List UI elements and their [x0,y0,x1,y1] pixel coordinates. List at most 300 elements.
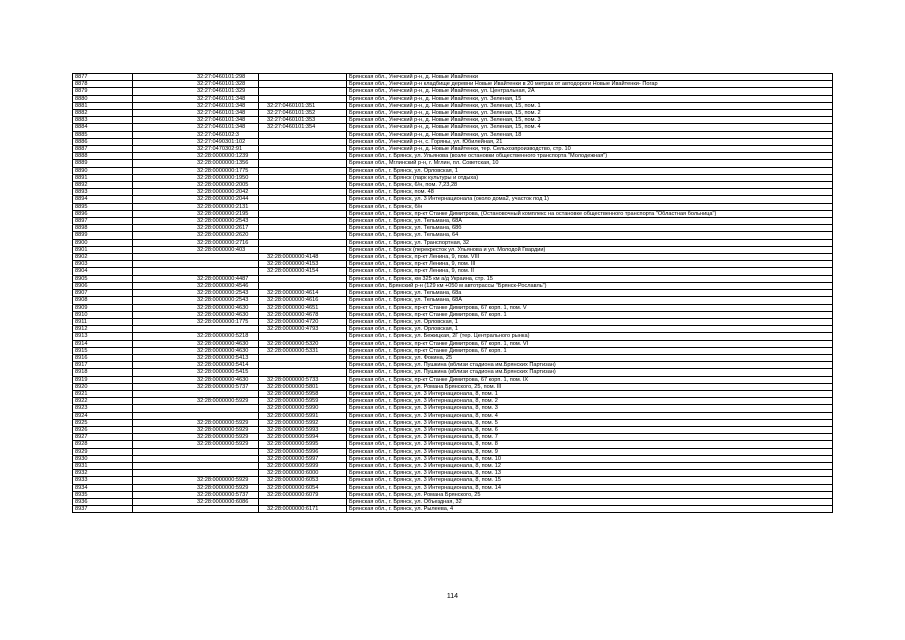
table-row [73,390,833,397]
sub-cadastral-number-cell: 32:28:0000000:5997 [259,455,347,462]
cadastral-number-cell: 32:27:0460101:348 [133,95,259,102]
sub-cadastral-number-cell: 32:28:0000000:4720 [259,318,347,325]
sub-cadastral-number-cell [259,218,347,225]
sub-cadastral-number-cell [259,182,347,189]
address-cell: Брянская обл., Унечский р-н, д. Новые Ивайтенки, ул. Зеленая, 15, пом. 2 [347,110,833,117]
table-row [73,326,833,333]
cadastral-number-cell: 32:28:0000000:5413 [133,354,259,361]
sub-cadastral-number-cell [259,174,347,181]
row-number-cell: 8899 [73,232,133,239]
sub-cadastral-number-cell [259,369,347,376]
row-number-cell: 8921 [73,390,133,397]
sub-cadastral-number-cell: 32:28:0000000:5991 [259,412,347,419]
row-number-cell: 8896 [73,210,133,217]
row-number-cell: 8936 [73,498,133,505]
row-number-cell: 8907 [73,290,133,297]
address-cell: Брянская обл., г. Брянск, ул. 3 Интернационала, 8, пом. 2 [347,398,833,405]
sub-cadastral-number-cell [259,196,347,203]
table-body [73,74,833,513]
cadastral-number-cell [133,326,259,333]
sub-cadastral-number-cell: 32:28:0000000:5995 [259,441,347,448]
row-number-cell: 8892 [73,182,133,189]
cadastral-number-cell: 32:27:0460101:348 [133,110,259,117]
sub-cadastral-number-cell: 32:28:0000000:4616 [259,297,347,304]
cadastral-number-cell: 32:28:0000000:1775 [133,167,259,174]
cadastral-number-cell: 32:28:0000000:4487 [133,275,259,282]
table-row [73,275,833,282]
table-row [73,398,833,405]
sub-cadastral-number-cell [259,74,347,81]
address-cell: Брянская обл., г. Брянск, пр-кт Станке Димитрова, 67 корп. 1, пом. IX [347,376,833,383]
sub-cadastral-number-cell: 32:28:0000000:5733 [259,376,347,383]
row-number-cell: 8917 [73,362,133,369]
address-cell: Брянская обл., г. Брянск, ул. Орловская, 1 [347,167,833,174]
table-row [73,369,833,376]
address-cell: Брянская обл., г. Брянск, ул. Орловская, 1 [347,318,833,325]
cadastral-number-cell [133,412,259,419]
sub-cadastral-number-cell [259,131,347,138]
cadastral-number-cell [133,448,259,455]
table-row [73,174,833,181]
sub-cadastral-number-cell: 32:28:0000000:5320 [259,340,347,347]
sub-cadastral-number-cell [259,167,347,174]
address-cell: Брянская обл., Брянский р-н (129 км +050 м автотрассы "Брянск-Рославль") [347,282,833,289]
address-cell: Брянская обл., г. Брянск, ул. Объездная, 32 [347,498,833,505]
row-number-cell: 8934 [73,484,133,491]
page-number: 114 [446,593,459,600]
table-row [73,110,833,117]
cadastral-number-cell [133,405,259,412]
address-cell: Брянская обл., г. Брянск, ул. Тельмана, 64 [347,232,833,239]
address-cell: Брянская обл., г. Брянск, ул. 3 Интернационала, 8, пом. 6 [347,426,833,433]
table-row [73,426,833,433]
address-cell: Брянская обл., г. Брянск, ул. 3 Интернационала, 8, пом. 3 [347,405,833,412]
sub-cadastral-number-cell: 32:27:0460101:354 [259,124,347,131]
row-number-cell: 8923 [73,405,133,412]
sub-cadastral-number-cell [259,160,347,167]
cadastral-number-cell [133,261,259,268]
cadastral-number-cell: 32:27:0460102:3 [133,131,259,138]
cadastral-number-cell: 32:27:0460101:329 [133,88,259,95]
cadastral-number-cell: 32:28:0000000:2716 [133,239,259,246]
address-cell: Брянская обл., г. Брянск, ул. 3 Интернационала, 8, пом. 12 [347,462,833,469]
cadastral-number-cell: 32:28:0000000:4546 [133,282,259,289]
table-row [73,441,833,448]
address-cell: Брянская обл., Унечский р-н, д. Новые Ивайтенки, ул. Зеленая, 15, пом. 3 [347,117,833,124]
table-row [73,182,833,189]
cadastral-number-cell: 32:28:0000000:5737 [133,383,259,390]
address-cell: Брянская обл., г. Брянск, пр-кт Станке Димитрова, 67 корп. 1 [347,347,833,354]
cadastral-number-cell: 32:28:0000000:2617 [133,225,259,232]
table-row [73,455,833,462]
sub-cadastral-number-cell [259,354,347,361]
address-cell: Брянская обл., г. Брянск, ул. 3 Интернационала (около дома2, участок под 1) [347,196,833,203]
row-number-cell: 8933 [73,477,133,484]
table-row [73,412,833,419]
address-cell: Брянская обл., Унечский р-н, д. Новые Ивайтенки, ул. Зеленая, 15, пом. 1 [347,102,833,109]
table-row [73,383,833,390]
table-row [73,146,833,153]
row-number-cell: 8903 [73,261,133,268]
sub-cadastral-number-cell [259,95,347,102]
address-cell: Брянская обл., г. Брянск, ул. Фокина, 25 [347,354,833,361]
row-number-cell: 8919 [73,376,133,383]
address-cell: Брянская обл., г. Брянск, пр-кт Станке Димитрова, 67 корп. 1 [347,311,833,318]
row-number-cell: 8915 [73,347,133,354]
cadastral-number-cell: 32:28:0000000:2131 [133,203,259,210]
cadastral-number-cell: 32:28:0000000:5929 [133,419,259,426]
row-number-cell: 8905 [73,275,133,282]
sub-cadastral-number-cell: 32:28:0000000:4614 [259,290,347,297]
row-number-cell: 8935 [73,491,133,498]
table-row [73,95,833,102]
row-number-cell: 8908 [73,297,133,304]
address-cell: Брянская обл., Унечский р-н, д. Новые Ивайтенки, ул. Центральная, 2А [347,88,833,95]
address-cell: Брянская обл., г. Брянск, ул. 3 Интернационала, 8, пом. 9 [347,448,833,455]
cadastral-number-cell [133,455,259,462]
table-row [73,311,833,318]
table-row [73,304,833,311]
cadastral-number-cell: 32:28:0000000:5929 [133,434,259,441]
sub-cadastral-number-cell [259,189,347,196]
cadastral-number-cell: 32:28:0000000:2195 [133,210,259,217]
table-row [73,405,833,412]
row-number-cell: 8926 [73,426,133,433]
address-cell: Брянская обл., Унечский р-н, с. Горяны, ул. Юбилейная, 21 [347,138,833,145]
address-cell: Брянская обл., г. Брянск, ул. Тельмана, 68А [347,218,833,225]
sub-cadastral-number-cell [259,246,347,253]
table-row [73,506,833,513]
cadastral-number-cell: 32:28:0000000:5737 [133,491,259,498]
sub-cadastral-number-cell: 32:28:0000000:5996 [259,448,347,455]
cadastral-number-cell: 32:28:0000000:4630 [133,347,259,354]
row-number-cell: 8932 [73,470,133,477]
cadastral-number-cell: 32:28:0000000:4630 [133,340,259,347]
table-row [73,491,833,498]
address-cell: Брянская обл., г. Брянск, ул. 3 Интернационала, 8, пом. 14 [347,484,833,491]
table-row [73,117,833,124]
sub-cadastral-number-cell: 32:28:0000000:5959 [259,398,347,405]
row-number-cell: 8911 [73,318,133,325]
address-cell: Брянская обл., г. Брянск, ул. Транспортная, 32 [347,239,833,246]
row-number-cell: 8880 [73,95,133,102]
table-row [73,239,833,246]
cadastral-number-cell: 32:28:0000000:1950 [133,174,259,181]
sub-cadastral-number-cell: 32:28:0000000:4651 [259,304,347,311]
cadastral-number-cell: 32:28:0000000:4630 [133,311,259,318]
cadastral-number-cell: 32:28:0000000:1775 [133,318,259,325]
cadastral-number-cell: 32:28:0000000:5218 [133,333,259,340]
sub-cadastral-number-cell: 32:28:0000000:5992 [259,419,347,426]
address-cell: Брянская обл., г. Брянск, ул. 3 Интернационала, 8, пом. 4 [347,412,833,419]
row-number-cell: 8904 [73,268,133,275]
table-row [73,218,833,225]
row-number-cell: 8878 [73,81,133,88]
address-cell: Брянская обл., г. Брянск, ул. Ульянова (возле остановки общественного транспорта "Молодежная") [347,153,833,160]
row-number-cell: 8891 [73,174,133,181]
address-cell: Брянская обл., г. Брянск, ул. 3 Интернационала, 8, пом. 7 [347,434,833,441]
cadastral-number-cell: 32:28:0000000:4630 [133,304,259,311]
address-cell: Брянская обл., г. Брянск, ул. 3 Интернационала, 8, пом. 8 [347,441,833,448]
sub-cadastral-number-cell [259,362,347,369]
address-cell: Брянская обл., Мглинский р-н, г. Мглин, пл. Советская, 10 [347,160,833,167]
row-number-cell: 8913 [73,333,133,340]
cadastral-number-cell: 32:28:0000000:2543 [133,218,259,225]
sub-cadastral-number-cell [259,333,347,340]
table-row [73,354,833,361]
cadastral-number-cell: 32:28:0000000:5415 [133,369,259,376]
sub-cadastral-number-cell [259,81,347,88]
address-cell: Брянская обл., г. Брянск, пр-кт Станке Димитрова, 67 корп. 1, пом. V [347,304,833,311]
row-number-cell: 8897 [73,218,133,225]
sub-cadastral-number-cell: 32:27:0460101:351 [259,102,347,109]
address-cell: Брянская обл., г. Брянск, пр-кт Станке Димитрова, (Остановочный комплекс на остановке общественного транспорта "Областная больница") [347,210,833,217]
row-number-cell: 8882 [73,110,133,117]
cadastral-number-cell: 32:28:0000000:4630 [133,376,259,383]
address-cell: Брянская обл., Унечский р-н, д. Новые Ивайтенки, тер. Сельхозпроизводство, стр. 10 [347,146,833,153]
address-cell: Брянская обл., г. Брянск, ул. Тельмана, 68а [347,290,833,297]
row-number-cell: 8914 [73,340,133,347]
table-row [73,102,833,109]
cadastral-number-cell: 32:28:0000000:1356 [133,160,259,167]
table-row [73,376,833,383]
row-number-cell: 8937 [73,506,133,513]
row-number-cell: 8881 [73,102,133,109]
cadastral-number-cell: 32:28:0000000:403 [133,246,259,253]
table-row [73,362,833,369]
cadastral-number-cell: 32:28:0000000:2620 [133,232,259,239]
sub-cadastral-number-cell [259,282,347,289]
table-row [73,470,833,477]
table-row [73,88,833,95]
row-number-cell: 8898 [73,225,133,232]
address-cell: Брянская обл., г. Брянск, пр-кт Ленина, 9, пом. VIII [347,254,833,261]
table-row [73,419,833,426]
sub-cadastral-number-cell: 32:28:0000000:4678 [259,311,347,318]
table-row [73,477,833,484]
row-number-cell: 8902 [73,254,133,261]
sub-cadastral-number-cell: 32:28:0000000:6053 [259,477,347,484]
cadastral-number-cell: 32:28:0000000:2543 [133,290,259,297]
table-row [73,74,833,81]
table-row [73,203,833,210]
sub-cadastral-number-cell: 32:28:0000000:5994 [259,434,347,441]
sub-cadastral-number-cell: 32:28:0000000:4148 [259,254,347,261]
sub-cadastral-number-cell: 32:28:0000000:5958 [259,390,347,397]
property-register-table [72,73,833,513]
table-row [73,261,833,268]
sub-cadastral-number-cell: 32:28:0000000:6079 [259,491,347,498]
address-cell: Брянская обл., г. Брянск, ул. 3 Интернационала, 8, пом. 15 [347,477,833,484]
table-row [73,232,833,239]
row-number-cell: 8918 [73,369,133,376]
address-cell: Брянская обл., г. Брянск, ул. Тельмана, 68А [347,297,833,304]
address-cell: Брянская обл., г. Брянск, пом. 48 [347,189,833,196]
address-cell: Брянская обл., г. Брянск, ул. Бежицкая, 2Г (тер. Центрального рынка) [347,333,833,340]
table-row [73,484,833,491]
row-number-cell: 8886 [73,138,133,145]
address-cell: Брянская обл., г. Брянск, ул. Орловская, 1 [347,326,833,333]
row-number-cell: 8901 [73,246,133,253]
table-row [73,196,833,203]
cadastral-number-cell [133,462,259,469]
cadastral-number-cell: 32:27:0460101:348 [133,102,259,109]
address-cell: Брянская обл., г. Брянск, 6/н, пом. 7,23,28 [347,182,833,189]
cadastral-number-cell: 32:28:0000000:2042 [133,189,259,196]
sub-cadastral-number-cell: 32:27:0460101:352 [259,110,347,117]
table-row [73,282,833,289]
address-cell: Брянская обл., Унечский р-н, д. Новые Ивайтенки [347,74,833,81]
row-number-cell: 8888 [73,153,133,160]
row-number-cell: 8900 [73,239,133,246]
sub-cadastral-number-cell: 32:28:0000000:6171 [259,506,347,513]
cadastral-number-cell: 32:27:0460101:348 [133,124,259,131]
row-number-cell: 8890 [73,167,133,174]
address-cell: Брянская обл., Унечский р-н, д. Новые Ивайтенки, ул. Зеленая, 15, пом. 4 [347,124,833,131]
cadastral-number-cell [133,470,259,477]
row-number-cell: 8910 [73,311,133,318]
row-number-cell: 8877 [73,74,133,81]
row-number-cell: 8906 [73,282,133,289]
row-number-cell: 8931 [73,462,133,469]
table-row [73,124,833,131]
table-row [73,347,833,354]
table-row [73,160,833,167]
table-row [73,81,833,88]
row-number-cell: 8909 [73,304,133,311]
sub-cadastral-number-cell: 32:28:0000000:4153 [259,261,347,268]
row-number-cell: 8928 [73,441,133,448]
row-number-cell: 8879 [73,88,133,95]
sub-cadastral-number-cell [259,88,347,95]
row-number-cell: 8920 [73,383,133,390]
cadastral-number-cell: 32:28:0000000:2005 [133,182,259,189]
address-cell: Брянская обл., г. Брянск, б/н [347,203,833,210]
address-cell: Брянская обл., г. Брянск, ул. Романа Брянского, 25, пом. III [347,383,833,390]
address-cell: Брянская обл., г. Брянск, пр-кт Ленина, 9, пом. II [347,268,833,275]
row-number-cell: 8930 [73,455,133,462]
cadastral-number-cell: 32:28:0000000:5929 [133,441,259,448]
sub-cadastral-number-cell: 32:28:0000000:5331 [259,347,347,354]
cadastral-number-cell: 32:28:0000000:1239 [133,153,259,160]
table-row [73,246,833,253]
cadastral-number-cell: 32:28:0000000:5414 [133,362,259,369]
row-number-cell: 8887 [73,146,133,153]
address-cell: Брянская обл., Унечский р-н, д. Новые Ивайтенки, ул. Зеленая, 18 [347,131,833,138]
table-row [73,333,833,340]
table-row [73,167,833,174]
row-number-cell: 8885 [73,131,133,138]
sub-cadastral-number-cell: 32:28:0000000:5999 [259,462,347,469]
address-cell: Брянская обл., г. Брянск, пр-кт Ленина, 9, пом. III [347,261,833,268]
cadastral-number-cell: 32:28:0000000:2044 [133,196,259,203]
table-row [73,318,833,325]
row-number-cell: 8925 [73,419,133,426]
address-cell: Брянская обл., г. Брянск, ул. 3 Интернационала, 8, пом. 5 [347,419,833,426]
sub-cadastral-number-cell: 32:28:0000000:5993 [259,426,347,433]
cadastral-number-cell: 32:28:0000000:6086 [133,498,259,505]
cadastral-number-cell: 32:28:0000000:5929 [133,477,259,484]
row-number-cell: 8922 [73,398,133,405]
table-row [73,189,833,196]
row-number-cell: 8883 [73,117,133,124]
cadastral-number-cell [133,268,259,275]
sub-cadastral-number-cell: 32:28:0000000:5990 [259,405,347,412]
table-row [73,462,833,469]
sub-cadastral-number-cell [259,210,347,217]
row-number-cell: 8894 [73,196,133,203]
sub-cadastral-number-cell: 32:28:0000000:6054 [259,484,347,491]
table-row [73,434,833,441]
sub-cadastral-number-cell: 32:28:0000000:4154 [259,268,347,275]
cadastral-number-cell: 32:28:0000000:5929 [133,398,259,405]
sub-cadastral-number-cell [259,498,347,505]
sub-cadastral-number-cell [259,138,347,145]
table-row [73,498,833,505]
sub-cadastral-number-cell [259,153,347,160]
table-row [73,448,833,455]
address-cell: Брянская обл., г. Брянск, пр-кт Станке Димитрова, 67 корп. 1, пом. VI [347,340,833,347]
address-cell: Брянская обл., г. Брянск, ул. Тельмана, 68б [347,225,833,232]
address-cell: Брянская обл., г. Брянск, ул. 3 Интернационала, 8, пом. 10 [347,455,833,462]
cadastral-number-cell: 32:27:0460101:348 [133,117,259,124]
address-cell: Брянская обл., г. Брянск (перекресток ул. Ульянова и ул. Молодой Гвардии) [347,246,833,253]
table-row [73,297,833,304]
cadastral-number-cell [133,254,259,261]
address-cell: Брянская обл., г. Брянск, км 325 км а/д Украина, стр. 15 [347,275,833,282]
row-number-cell: 8884 [73,124,133,131]
table-row [73,138,833,145]
row-number-cell: 8929 [73,448,133,455]
address-cell: Брянская обл., г. Брянск, ул. Пушкина (вблизи стадиона им.Брянских Партизан) [347,362,833,369]
address-cell: Брянская обл., г. Брянск, ул. Романа Брянского, 25 [347,491,833,498]
cadastral-number-cell: 32:28:0000000:5929 [133,426,259,433]
table-row [73,268,833,275]
table-row [73,254,833,261]
table-row [73,290,833,297]
cadastral-number-cell: 32:27:0460101:298 [133,74,259,81]
cadastral-number-cell: 32:28:0000000:5929 [133,484,259,491]
row-number-cell: 8927 [73,434,133,441]
sub-cadastral-number-cell: 32:28:0000000:4793 [259,326,347,333]
address-cell: Брянская обл., г. Брянск, ул. Рылеева, 4 [347,506,833,513]
table-row [73,225,833,232]
sub-cadastral-number-cell: 32:28:0000000:5801 [259,383,347,390]
row-number-cell: 8916 [73,354,133,361]
address-cell: Брянская обл., г. Брянск (парк культуры и отдыха) [347,174,833,181]
cadastral-number-cell [133,506,259,513]
row-number-cell: 8889 [73,160,133,167]
row-number-cell: 8895 [73,203,133,210]
sub-cadastral-number-cell [259,275,347,282]
cadastral-number-cell: 32:28:0000000:2543 [133,297,259,304]
address-cell: Брянская обл., Унечский р-н кладбище деревни Новые Ивайтенки в 20 метрах от автодороги Новые Ивайтенки- Погар [347,81,833,88]
table-row [73,340,833,347]
address-cell: Брянская обл., Унечский р-н, д. Новые Ивайтенки, ул. Зеленая, 15 [347,95,833,102]
address-cell: Брянская обл., г. Брянск, ул. 3 Интернационала, 8, пом. 13 [347,470,833,477]
table-row [73,131,833,138]
table-row [73,153,833,160]
sub-cadastral-number-cell [259,232,347,239]
cadastral-number-cell: 32:27:0470302:91 [133,146,259,153]
row-number-cell: 8912 [73,326,133,333]
cadastral-number-cell: 32:27:0490301:102 [133,138,259,145]
address-cell: Брянская обл., г. Брянск, ул. 3 Интернационала, 8, пом. 1 [347,390,833,397]
sub-cadastral-number-cell [259,203,347,210]
address-cell: Брянская обл., г. Брянск, ул. Пушкина (вблизи стадиона им.Брянских Партизан) [347,369,833,376]
cadastral-number-cell: 32:27:0460101:328 [133,81,259,88]
sub-cadastral-number-cell [259,225,347,232]
